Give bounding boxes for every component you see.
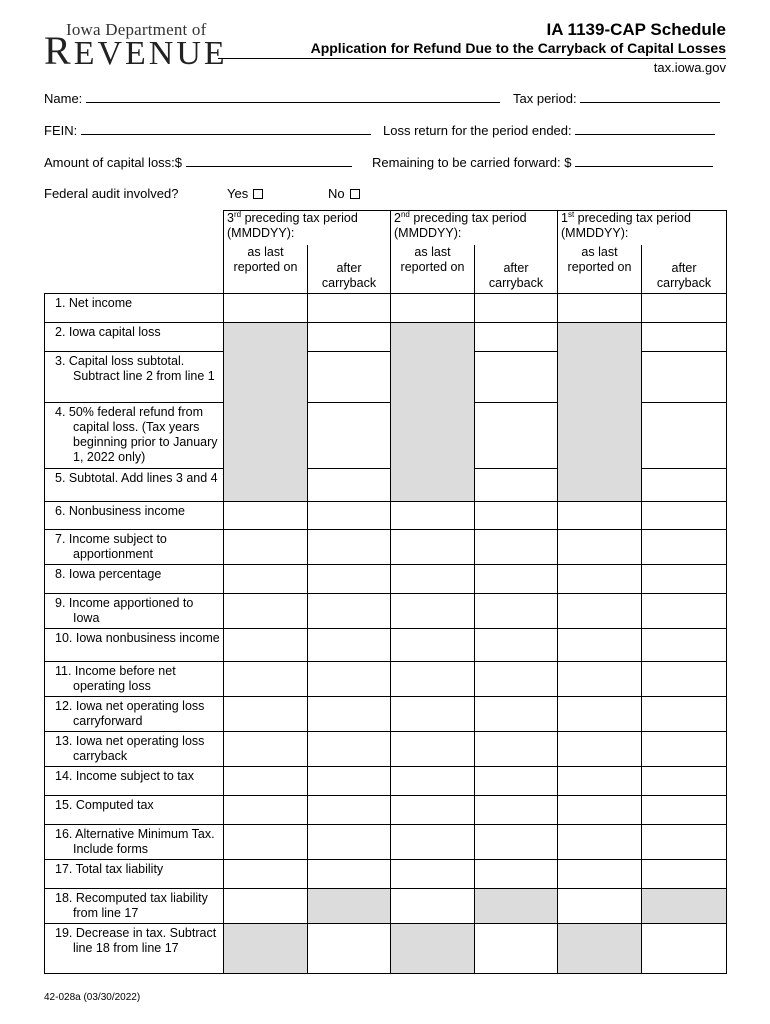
amount-cell[interactable] <box>642 594 727 629</box>
as-last-reported-header: as last reported on <box>224 245 308 294</box>
shaded-cell <box>224 323 308 502</box>
period-header-1st: 1st preceding tax period (MMDDYY): <box>558 211 727 245</box>
amount-cell[interactable] <box>475 594 558 629</box>
amount-cell[interactable] <box>642 469 727 502</box>
line-label: 12. Iowa net operating loss carryforward <box>45 697 224 732</box>
amount-cell[interactable] <box>308 352 391 403</box>
line-label: 18. Recomputed tax liability from line 17 <box>45 889 224 924</box>
amount-cell[interactable] <box>308 662 391 697</box>
line-label: 7. Income subject to apportionment <box>45 530 224 565</box>
amount-cell[interactable] <box>558 294 642 323</box>
table-row <box>45 323 727 352</box>
amount-cell[interactable] <box>224 860 308 889</box>
amount-cell[interactable] <box>391 629 475 662</box>
fein-field <box>44 122 371 138</box>
amount-cell[interactable] <box>308 565 391 594</box>
line-label: 15. Computed tax <box>45 796 224 825</box>
amount-cell[interactable] <box>558 662 642 697</box>
line-label: 6. Nonbusiness income <box>45 502 224 530</box>
amount-cell[interactable] <box>391 530 475 565</box>
amount-cell[interactable] <box>475 767 558 796</box>
amount-cell[interactable] <box>475 825 558 860</box>
amount-cell[interactable] <box>224 697 308 732</box>
no-label: No <box>328 186 345 201</box>
amount-cell[interactable] <box>224 825 308 860</box>
amount-cell[interactable] <box>475 323 558 352</box>
line-label: 5. Subtotal. Add lines 3 and 4 <box>45 469 224 502</box>
amount-cell[interactable] <box>224 594 308 629</box>
line-label: 1. Net income <box>45 294 224 323</box>
fein-input[interactable] <box>81 122 371 135</box>
amount-cell[interactable] <box>308 403 391 469</box>
line-label: 14. Income subject to tax <box>45 767 224 796</box>
amount-cell[interactable] <box>475 502 558 530</box>
amount-cell[interactable] <box>642 825 727 860</box>
remaining-input[interactable] <box>575 154 713 167</box>
amount-cell[interactable] <box>308 825 391 860</box>
yes-label: Yes <box>227 186 249 201</box>
amount-cell[interactable] <box>558 594 642 629</box>
table-row <box>45 697 727 732</box>
carryback-table <box>44 210 727 974</box>
amount-cell[interactable] <box>308 323 391 352</box>
amount-cell[interactable] <box>224 662 308 697</box>
amount-cell[interactable] <box>558 732 642 767</box>
line-label: 2. Iowa capital loss <box>45 323 224 352</box>
line-label: 11. Income before net operating loss <box>45 662 224 697</box>
name-input[interactable] <box>86 90 500 103</box>
amount-cell[interactable] <box>475 732 558 767</box>
amount-cell[interactable] <box>558 860 642 889</box>
amount-cell[interactable] <box>642 352 727 403</box>
amount-cell[interactable] <box>224 530 308 565</box>
form-number: 42-028a (03/30/2022) <box>44 992 141 1003</box>
amount-cell[interactable] <box>475 860 558 889</box>
table-row <box>45 294 727 323</box>
amount-cell[interactable] <box>642 502 727 530</box>
amount-cell[interactable] <box>642 732 727 767</box>
audit-label: Federal audit involved? <box>44 186 179 201</box>
amount-cell[interactable] <box>308 530 391 565</box>
no-checkbox[interactable] <box>350 189 360 199</box>
amount-cell[interactable] <box>475 924 558 974</box>
remaining-label: Remaining to be carried forward: $ <box>372 155 572 170</box>
amount-cell[interactable] <box>224 732 308 767</box>
shaded-cell <box>642 889 727 924</box>
line-label: 4. 50% federal refund from capital loss. (Tax years beginning prior to January 1, 2022 only) <box>45 403 224 469</box>
amount-cell[interactable] <box>391 732 475 767</box>
amount-cell[interactable] <box>391 662 475 697</box>
amount-cell[interactable] <box>558 889 642 924</box>
amount-cell[interactable] <box>391 502 475 530</box>
amount-cell[interactable] <box>558 767 642 796</box>
amount-cell[interactable] <box>642 565 727 594</box>
amount-cell[interactable] <box>224 294 308 323</box>
amount-cell[interactable] <box>308 732 391 767</box>
line-label: 17. Total tax liability <box>45 860 224 889</box>
name-field <box>44 90 500 106</box>
line-label: 10. Iowa nonbusiness income <box>45 629 224 662</box>
amount-cell[interactable] <box>642 662 727 697</box>
line-label: 19. Decrease in tax. Subtract line 18 from line 17 <box>45 924 224 974</box>
table-row <box>45 594 727 629</box>
amount-cell[interactable] <box>308 796 391 825</box>
amount-cell[interactable] <box>308 924 391 974</box>
amount-cell[interactable] <box>224 502 308 530</box>
amount-cell[interactable] <box>558 825 642 860</box>
audit-no-option[interactable] <box>328 186 360 201</box>
amount-cell[interactable] <box>308 502 391 530</box>
amount-cell[interactable] <box>558 502 642 530</box>
amount-cell[interactable] <box>224 629 308 662</box>
yes-checkbox[interactable] <box>253 189 263 199</box>
table-row <box>45 860 727 889</box>
amount-cell[interactable] <box>558 565 642 594</box>
table-row <box>45 662 727 697</box>
amount-cell[interactable] <box>642 924 727 974</box>
audit-yes-option[interactable] <box>227 186 263 201</box>
amount-cell[interactable] <box>224 796 308 825</box>
amount-input[interactable] <box>186 154 352 167</box>
amount-cell[interactable] <box>308 594 391 629</box>
amount-cell[interactable] <box>475 629 558 662</box>
shaded-cell <box>475 889 558 924</box>
line-label: 8. Iowa percentage <box>45 565 224 594</box>
title-rule <box>218 58 726 59</box>
amount-cell[interactable] <box>475 530 558 565</box>
website-url: tax.iowa.gov <box>653 60 726 75</box>
tax-period-field <box>513 90 720 106</box>
loss-return-label: Loss return for the period ended: <box>383 123 572 138</box>
tax-period-label: Tax period: <box>513 91 577 106</box>
amount-cell[interactable] <box>642 294 727 323</box>
period-header-2nd: 2nd preceding tax period (MMDDYY): <box>391 211 558 245</box>
table-row <box>45 732 727 767</box>
amount-cell[interactable] <box>642 697 727 732</box>
amount-cell[interactable] <box>642 629 727 662</box>
amount-cell[interactable] <box>475 352 558 403</box>
name-label: Name: <box>44 91 83 106</box>
line-label: 16. Alternative Minimum Tax. Include forms <box>45 825 224 860</box>
table-row <box>45 629 727 662</box>
amount-cell[interactable] <box>308 697 391 732</box>
amount-cell[interactable] <box>391 767 475 796</box>
table-row <box>45 825 727 860</box>
amount-cell[interactable] <box>642 323 727 352</box>
amount-cell[interactable] <box>475 294 558 323</box>
amount-cell[interactable] <box>475 697 558 732</box>
amount-cell[interactable] <box>642 767 727 796</box>
as-last-reported-header: as last reported on <box>558 245 642 294</box>
fein-label: FEIN: <box>44 123 78 138</box>
tax-period-input[interactable] <box>580 90 720 103</box>
amount-label: Amount of capital loss:$ <box>44 155 183 170</box>
line-label: 9. Income apportioned to Iowa <box>45 594 224 629</box>
amount-cell[interactable] <box>475 403 558 469</box>
amount-cell[interactable] <box>475 796 558 825</box>
logo-top-text: Iowa Department of <box>66 20 207 39</box>
line-label: 3. Capital loss subtotal. Subtract line 2 from line 1 <box>45 352 224 403</box>
amount-cell[interactable] <box>224 565 308 594</box>
table-row <box>45 889 727 924</box>
shaded-cell <box>308 889 391 924</box>
amount-cell[interactable] <box>642 796 727 825</box>
amount-cell[interactable] <box>391 565 475 594</box>
table-row <box>45 924 727 974</box>
table-row <box>45 767 727 796</box>
amount-cell[interactable] <box>224 889 308 924</box>
amount-cell[interactable] <box>391 860 475 889</box>
form-title: IA 1139-CAP Schedule <box>546 20 726 39</box>
as-last-reported-header: as last reported on <box>391 245 475 294</box>
amount-cell[interactable] <box>391 825 475 860</box>
after-carryback-header: after carryback <box>308 245 391 294</box>
shaded-cell <box>224 924 308 974</box>
iowa-revenue-logo <box>44 20 228 73</box>
amount-cell[interactable] <box>475 469 558 502</box>
loss-return-field <box>383 122 715 138</box>
form-subtitle: Application for Refund Due to the Carryback of Capital Losses <box>310 40 726 56</box>
amount-cell[interactable] <box>642 860 727 889</box>
amount-cell[interactable] <box>475 662 558 697</box>
amount-cell[interactable] <box>391 889 475 924</box>
shaded-cell <box>558 323 642 502</box>
period-header-3rd: 3rd preceding tax period (MMDDYY): <box>224 211 391 245</box>
amount-cell[interactable] <box>308 767 391 796</box>
table-row <box>45 530 727 565</box>
after-carryback-header: after carryback <box>475 245 558 294</box>
amount-cell[interactable] <box>642 403 727 469</box>
amount-cell[interactable] <box>308 860 391 889</box>
amount-cell[interactable] <box>558 697 642 732</box>
amount-cell[interactable] <box>558 796 642 825</box>
shaded-cell <box>558 924 642 974</box>
amount-cell[interactable] <box>475 565 558 594</box>
amount-cell[interactable] <box>391 697 475 732</box>
audit-field <box>44 186 178 201</box>
amount-cell[interactable] <box>558 530 642 565</box>
table-row <box>45 796 727 825</box>
amount-cell[interactable] <box>391 294 475 323</box>
line-label: 13. Iowa net operating loss carryback <box>45 732 224 767</box>
loss-return-input[interactable] <box>575 122 715 135</box>
amount-cell[interactable] <box>308 469 391 502</box>
amount-cell[interactable] <box>558 629 642 662</box>
amount-cell[interactable] <box>308 294 391 323</box>
after-carryback-header: after carryback <box>642 245 727 294</box>
amount-cell[interactable] <box>642 530 727 565</box>
shaded-cell <box>391 924 475 974</box>
amount-field <box>44 154 352 170</box>
amount-cell[interactable] <box>308 629 391 662</box>
amount-cell[interactable] <box>391 594 475 629</box>
logo-main-text: REVENUE <box>44 28 228 73</box>
shaded-cell <box>391 323 475 502</box>
table-row <box>45 565 727 594</box>
amount-cell[interactable] <box>391 796 475 825</box>
amount-cell[interactable] <box>224 767 308 796</box>
remaining-field <box>372 154 713 170</box>
table-row <box>45 502 727 530</box>
